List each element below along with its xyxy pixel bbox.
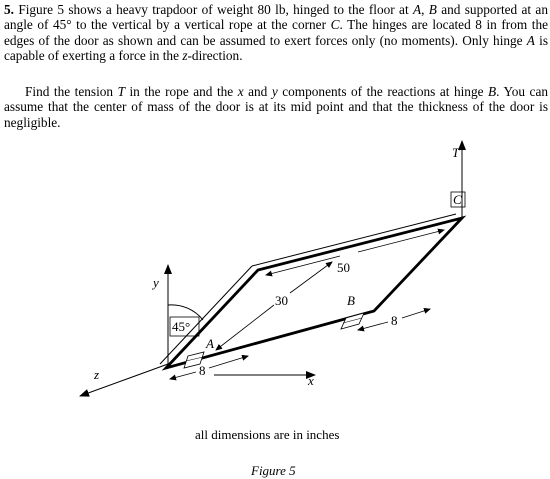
p2-text: and [243, 84, 272, 99]
p1-var-z: z [182, 47, 188, 63]
label-x: x [308, 373, 314, 388]
p1-var-A: A [526, 32, 535, 48]
label-dim-30: 30 [275, 293, 288, 308]
p2-var-T: T [117, 84, 125, 99]
figure-caption: Figure 5 [251, 463, 296, 478]
p2-text: in the rope and the [124, 84, 238, 99]
p1-var-B: B [428, 2, 437, 17]
label-A: A [206, 336, 214, 351]
dim-30-line-upper [290, 262, 332, 293]
hinge-b [341, 313, 364, 329]
p2-var-B: B [488, 84, 497, 99]
p1-text: -direction. [187, 47, 243, 63]
label-B: B [347, 293, 355, 308]
p1-var-A: A [412, 2, 422, 17]
label-y: y [153, 275, 159, 290]
dim-8-a-right [209, 356, 248, 368]
p1-var-C: C [330, 17, 340, 33]
p1-text: and supported at an angle of 45° to the vertical by a vertical rope at the corner [4, 2, 548, 33]
p1-text: . The hinges are located 8 in from the edges of the door as shown and can be assumed to exert forces only (no moments). Only hinge [4, 17, 549, 48]
label-angle: 45° [172, 319, 191, 334]
p1-text: , [421, 2, 429, 17]
dim-8-b-right [402, 309, 430, 318]
label-z: z [94, 367, 100, 382]
label-dim-8-a: 8 [199, 363, 206, 378]
p1-text: Figure 5 shows a heavy trapdoor of weight 80 lb, hinged to the floor at [18, 2, 413, 17]
p2-var-y: y [271, 84, 278, 99]
label-C: C [453, 192, 462, 207]
p1-text: is capable of exerting a force in the [4, 32, 548, 63]
p2-var-x: x [237, 84, 244, 99]
p2-text: Find the tension [25, 84, 118, 99]
label-dim-8-b: 8 [391, 313, 398, 328]
figure-note: all dimensions are in inches [195, 427, 340, 442]
dim-8-a-left [170, 372, 196, 379]
label-T: T [452, 145, 460, 160]
p2-text: components of the reactions at hinge [277, 84, 489, 99]
angle-arc [168, 305, 203, 320]
dim-8-b-left [358, 322, 388, 330]
label-dim-50: 50 [337, 260, 350, 275]
problem-number: 5. [4, 2, 14, 17]
p2-text: . You can assume that the center of mass of the door is at its mid point and that the thickness of the door is negligible. [4, 84, 549, 130]
dim-30-line-lower [216, 305, 274, 350]
